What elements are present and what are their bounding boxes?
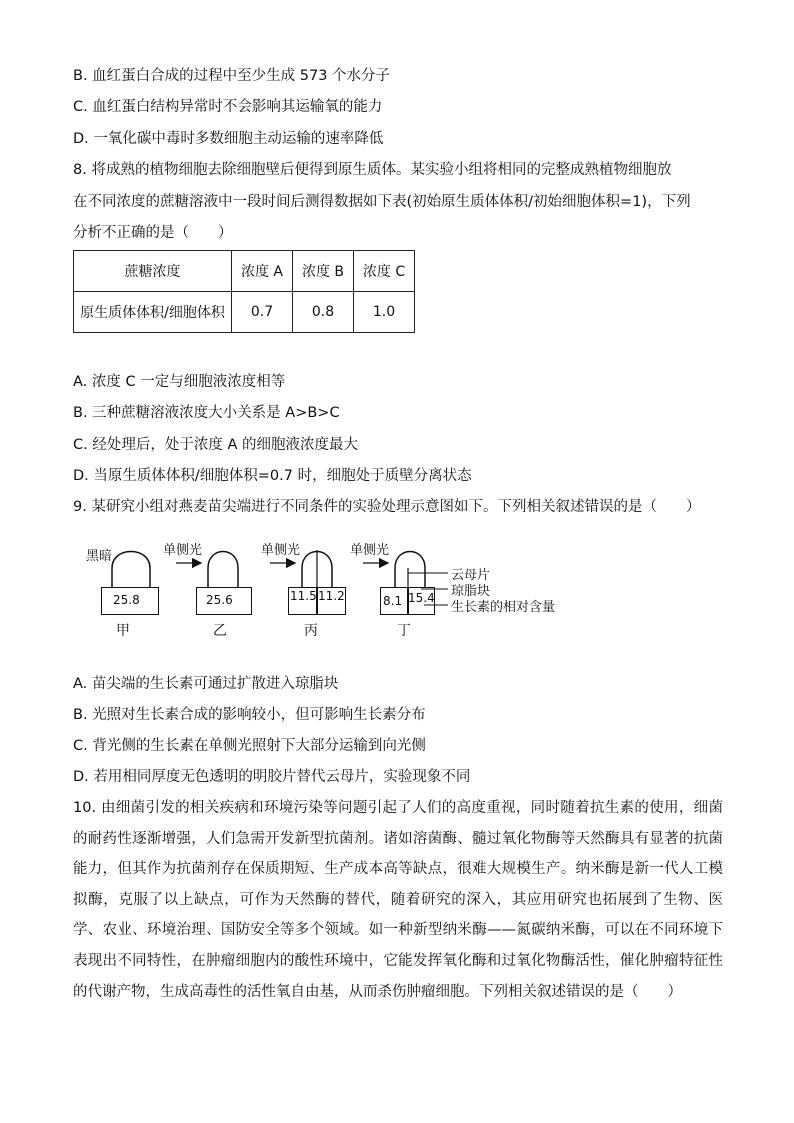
yi-coleoptile (208, 552, 238, 589)
value-bing-right: 11.2 (318, 589, 345, 603)
q8-stem-line1: 8. 将成熟的植物细胞去除细胞壁后便得到原生质体。某实验小组将相同的完整成熟植物细胞放 (73, 162, 672, 178)
q9-option-a: A. 苗尖端的生长素可通过扩散进入琼脂块 (73, 676, 339, 692)
q9-option-c: C. 背光侧的生长素在单侧光照射下大部分运输到向光侧 (73, 738, 426, 754)
table-cell: 蔗糖浓度 (74, 251, 232, 292)
table-cell: 浓度 B (293, 251, 354, 292)
q8-stem-line3: 分析不正确的是（ ） (73, 225, 233, 241)
q8-stem-line2: 在不同浓度的蔗糖溶液中一段时间后测得数据如下表(初始原生质体体积/初始细胞体积=1)，下列 (73, 194, 691, 210)
table-cell: 0.8 (293, 292, 354, 333)
q9-option-d: D. 若用相同厚度无色透明的明胶片替代云母片，实验现象不同 (73, 769, 471, 785)
value-jia: 25.8 (113, 593, 140, 607)
caption-yi: 乙 (213, 623, 227, 639)
value-bing-left: 11.5 (290, 589, 317, 603)
table-cell: 浓度 C (354, 251, 415, 292)
q8-option-d: D. 当原生质体体积/细胞体积=0.7 时，细胞处于质壁分离状态 (73, 468, 472, 484)
q8-option-b: B. 三种蔗糖溶液浓度大小关系是 A>B>C (73, 405, 340, 421)
table-cell: 0.7 (232, 292, 293, 333)
table-cell: 原生质体体积/细胞体积 (74, 292, 232, 333)
value-ding-right: 15.4 (408, 591, 435, 605)
light-label-bing: 单侧光 (261, 543, 301, 558)
table-cell: 浓度 A (232, 251, 293, 292)
caption-jia: 甲 (116, 623, 130, 639)
legend-auxin: 生长素的相对含量 (451, 600, 556, 615)
q8-option-a: A. 浓度 C 一定与细胞液浓度相等 (73, 374, 286, 390)
q7-option-b: B. 血红蛋白合成的过程中至少生成 573 个水分子 (73, 68, 391, 84)
table-cell: 1.0 (354, 292, 415, 333)
jia-coleoptile (112, 552, 150, 589)
q7-option-c: C. 血红蛋白结构异常时不会影响其运输氧的能力 (73, 99, 383, 115)
legend-mica: 云母片 (451, 568, 491, 583)
legend-agar: 琼脂块 (451, 584, 491, 599)
light-label-yi: 单侧光 (163, 543, 203, 558)
q10-paragraph: 10. 由细菌引发的相关疾病和环境污染等问题引起了人们的高度重视，同时随着抗生素的使用，细菌的耐药性逐渐增强，人们急需开发新型抗菌剂。诸如溶菌酶、髓过氧化物酶等天然酶具有显著的抗菌能力，但其作为抗菌剂存在保质期短、生产成本高等缺点，很难大规模生产。纳米酶是新一代人工模拟酶，克服了以上缺点，可作为天然酶的替代，随着研究的深入，其应用研究也拓展到了生物、医学、农业、环境治理、国防安全等多个领域。如一种新型纳米酶——氮碳纳米酶，可以在不同环境下表现出不同特性，在肿瘤细胞内的酸性环境中，它能发挥氧化酶和过氧化物酶活性，催化肿瘤特征性的代谢产物，生成高毒性的活性氧自由基，从而杀伤肿瘤细胞。下列相关叙述错误的是（ ） (73, 800, 723, 1000)
caption-bing: 丙 (304, 623, 318, 639)
q7-option-d: D. 一氧化碳中毒时多数细胞主动运输的速率降低 (73, 131, 384, 147)
dark-label: 黑暗 (86, 549, 113, 564)
q9-stem: 9. 某研究小组对燕麦苗尖端进行不同条件的实验处理示意图如下。下列相关叙述错误的是（ ） (73, 499, 701, 515)
value-yi: 25.6 (206, 593, 233, 607)
light-label-ding: 单侧光 (350, 543, 390, 558)
value-ding-left: 8.1 (383, 594, 403, 608)
q8-option-c: C. 经处理后，处于浓度 A 的细胞液浓度最大 (73, 437, 358, 453)
caption-ding: 丁 (397, 623, 411, 639)
q9-option-b: B. 光照对生长素合成的影响较小，但可影响生长素分布 (73, 707, 426, 723)
